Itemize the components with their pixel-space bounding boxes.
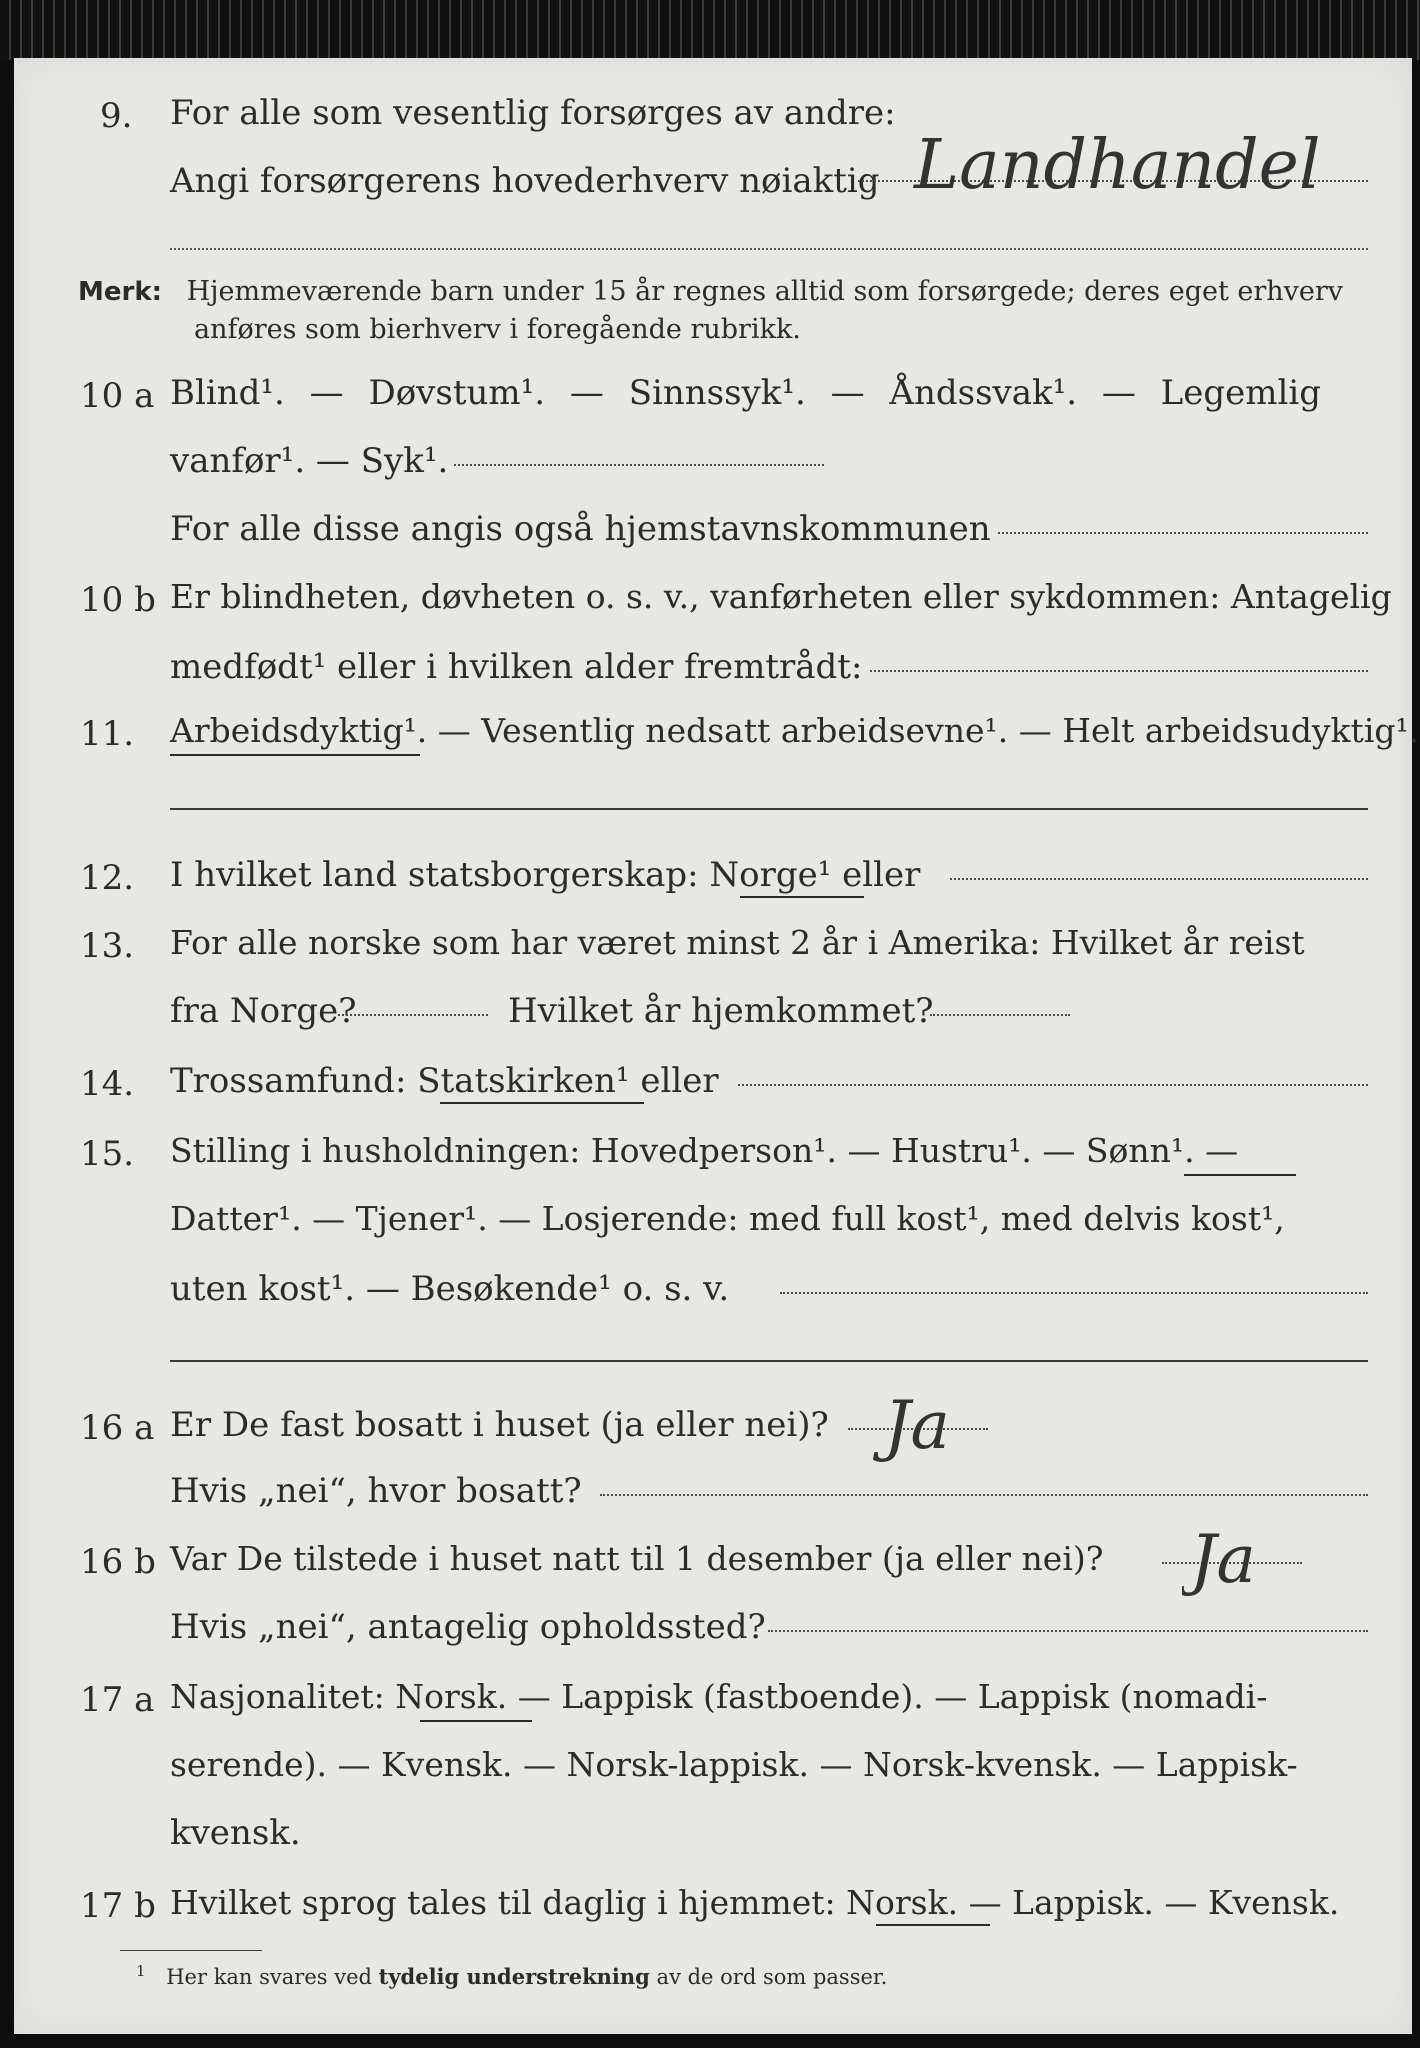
- footnote-mark: 1: [136, 1962, 146, 1980]
- q14-number: 14.: [80, 1064, 135, 1104]
- film-edge-strip: [0, 0, 1420, 60]
- q17a-line3: kvensk.: [170, 1813, 301, 1853]
- q15-line1-dash: —: [1194, 1131, 1239, 1170]
- q9-number: 9.: [100, 96, 133, 136]
- q12-line: [170, 855, 921, 895]
- q16a-bosatt-line: [600, 1494, 1368, 1496]
- q13-hjemkommet-line: [930, 1014, 1070, 1016]
- q10a-line1: Blind¹. — Døvstum¹. — Sinnssyk¹. — Åndssvak¹. — Legemlig: [170, 373, 1321, 413]
- q9-extra-line: [170, 248, 1368, 250]
- q13-number: 13.: [80, 926, 135, 966]
- q17a-number: 17 a: [80, 1680, 155, 1720]
- q17a-label: Nasjonalitet:: [170, 1677, 396, 1716]
- q15-line2: Datter¹. — Tjener¹. — Losjerende: med full kost¹, med delvis kost¹,: [170, 1199, 1285, 1238]
- q9-line1: For alle som vesentlig forsørges av andre:: [170, 93, 896, 133]
- q11-rule: [170, 808, 1368, 810]
- merk-line2: anføres som bierhverv i foregående rubrikk.: [194, 314, 801, 345]
- q10a-answer-line: [454, 464, 824, 466]
- q16b-opholdssted-line: [768, 1630, 1368, 1632]
- q15-line1: [170, 1131, 1239, 1170]
- q16a-number: 16 a: [80, 1408, 155, 1448]
- q17a-line2: serende). — Kvensk. — Norsk-lappisk. — Norsk-kvensk. — Lappisk-: [170, 1745, 1298, 1784]
- svg-text:Ja: Ja: [884, 1387, 950, 1464]
- q10a-kommune-line: [998, 532, 1368, 534]
- q10b-line1: Er blindheten, døvheten o. s. v., vanførheten eller sykdommen: Antagelig: [170, 577, 1392, 616]
- q17b-option-norsk: Norsk.: [846, 1883, 959, 1922]
- q16b-number: 16 b: [80, 1542, 156, 1582]
- q16b-line1: Var De tilstede i huset natt til 1 desember (ja eller nei)?: [170, 1539, 1104, 1578]
- q11-underline-mark: [170, 754, 420, 756]
- q14-option-statskirken: Statskirken¹: [417, 1061, 630, 1101]
- q15-line1-text: Stilling i husholdningen: Hovedperson¹. — Hustru¹. —: [170, 1131, 1086, 1170]
- q9-line2: Angi forsørgerens hovederhverv nøiaktig: [170, 161, 880, 201]
- q12-answer-line: [950, 878, 1368, 880]
- q13-line2b: Hvilket år hjemkommet?: [508, 991, 934, 1031]
- q17a-options: — Lappisk (fastboende). — Lappisk (nomadi-: [507, 1677, 1268, 1716]
- footnote: [136, 1964, 887, 1988]
- q13-reist-line: [338, 1014, 488, 1016]
- q14-answer-line: [738, 1084, 1368, 1086]
- merk-note: [78, 278, 1343, 305]
- q11-number: 11.: [80, 714, 135, 754]
- q17b-line: [170, 1883, 1340, 1922]
- merk-line1: Hjemmeværende barn under 15 år regnes alltid som forsørgede; deres eget erhverv: [186, 276, 1344, 307]
- q12-number: 12.: [80, 858, 135, 898]
- q17a-line1: [170, 1677, 1268, 1716]
- q15-rule: [170, 1360, 1368, 1362]
- q13-line2a: fra Norge?: [170, 991, 357, 1031]
- q17b-question: Hvilket sprog tales til daglig i hjemmet:: [170, 1883, 847, 1922]
- q10b-answer-line: [870, 670, 1368, 672]
- footnote-text: Her kan svares ved: [166, 1965, 379, 1989]
- census-form-page: [14, 58, 1420, 2034]
- q14-question: Trossamfund:: [170, 1061, 418, 1101]
- q11-rest: — Vesentlig nedsatt arbeidsevne¹. — Helt arbeidsudyktig¹.: [427, 711, 1420, 750]
- q16a-line1: Er De fast bosatt i huset (ja eller nei)?: [170, 1405, 829, 1445]
- svg-text:Landhandel: Landhandel: [914, 126, 1321, 205]
- svg-text:Ja: Ja: [1190, 1521, 1256, 1598]
- q11-line: [170, 711, 1420, 750]
- q15-underline-mark: [1184, 1174, 1296, 1176]
- footnote-bold: tydelig understrekning: [378, 1964, 650, 1989]
- q17b-underline-mark: [876, 1924, 990, 1926]
- q15-answer-line: [780, 1292, 1368, 1294]
- q10b-line2: medfødt¹ eller i hvilken alder fremtrådt:: [170, 647, 863, 687]
- q16b-line2: Hvis „nei“, antagelig opholdssted?: [170, 1607, 766, 1647]
- q16b-handwritten-answer: [1182, 1502, 1312, 1622]
- q16a-handwritten-answer: [868, 1368, 998, 1488]
- q14-eller: eller: [629, 1061, 719, 1101]
- q15-line3: uten kost¹. — Besøkende¹ o. s. v.: [170, 1269, 730, 1309]
- q12-option-norge: Norge¹: [709, 855, 832, 895]
- q15-option-sonn: Sønn¹.: [1085, 1131, 1195, 1170]
- q12-underline-mark: [740, 896, 864, 898]
- q10a-number: 10 a: [80, 376, 155, 416]
- q13-line1: For alle norske som har været minst 2 år i Amerika: Hvilket år reist: [170, 923, 1305, 962]
- q15-number: 15.: [80, 1134, 135, 1174]
- q10b-number: 10 b: [80, 580, 156, 620]
- q14-underline-mark: [440, 1102, 644, 1104]
- q11-option-arbeidsdyktig: Arbeidsdyktig¹.: [170, 711, 428, 750]
- footnote-text-end: av de ord som passer.: [649, 1965, 888, 1989]
- q12-eller: eller: [831, 855, 921, 895]
- q10a-line3: For alle disse angis også hjemstavnskommunen: [170, 509, 991, 549]
- q17b-options: — Lappisk. — Kvensk.: [958, 1883, 1340, 1922]
- q17a-option-norsk: Norsk.: [395, 1677, 508, 1716]
- q14-line: [170, 1061, 719, 1101]
- q9-handwritten-answer: [904, 108, 1364, 208]
- q16a-line2: Hvis „nei“, hvor bosatt?: [170, 1471, 582, 1511]
- q17b-number: 17 b: [80, 1886, 156, 1926]
- footnote-rule: [120, 1950, 262, 1951]
- q17a-underline-mark: [420, 1720, 532, 1722]
- q10a-line2: vanfør¹. — Syk¹.: [170, 441, 449, 481]
- q12-question: I hvilket land statsborgerskap:: [170, 855, 710, 895]
- merk-label: Merk:: [78, 277, 163, 307]
